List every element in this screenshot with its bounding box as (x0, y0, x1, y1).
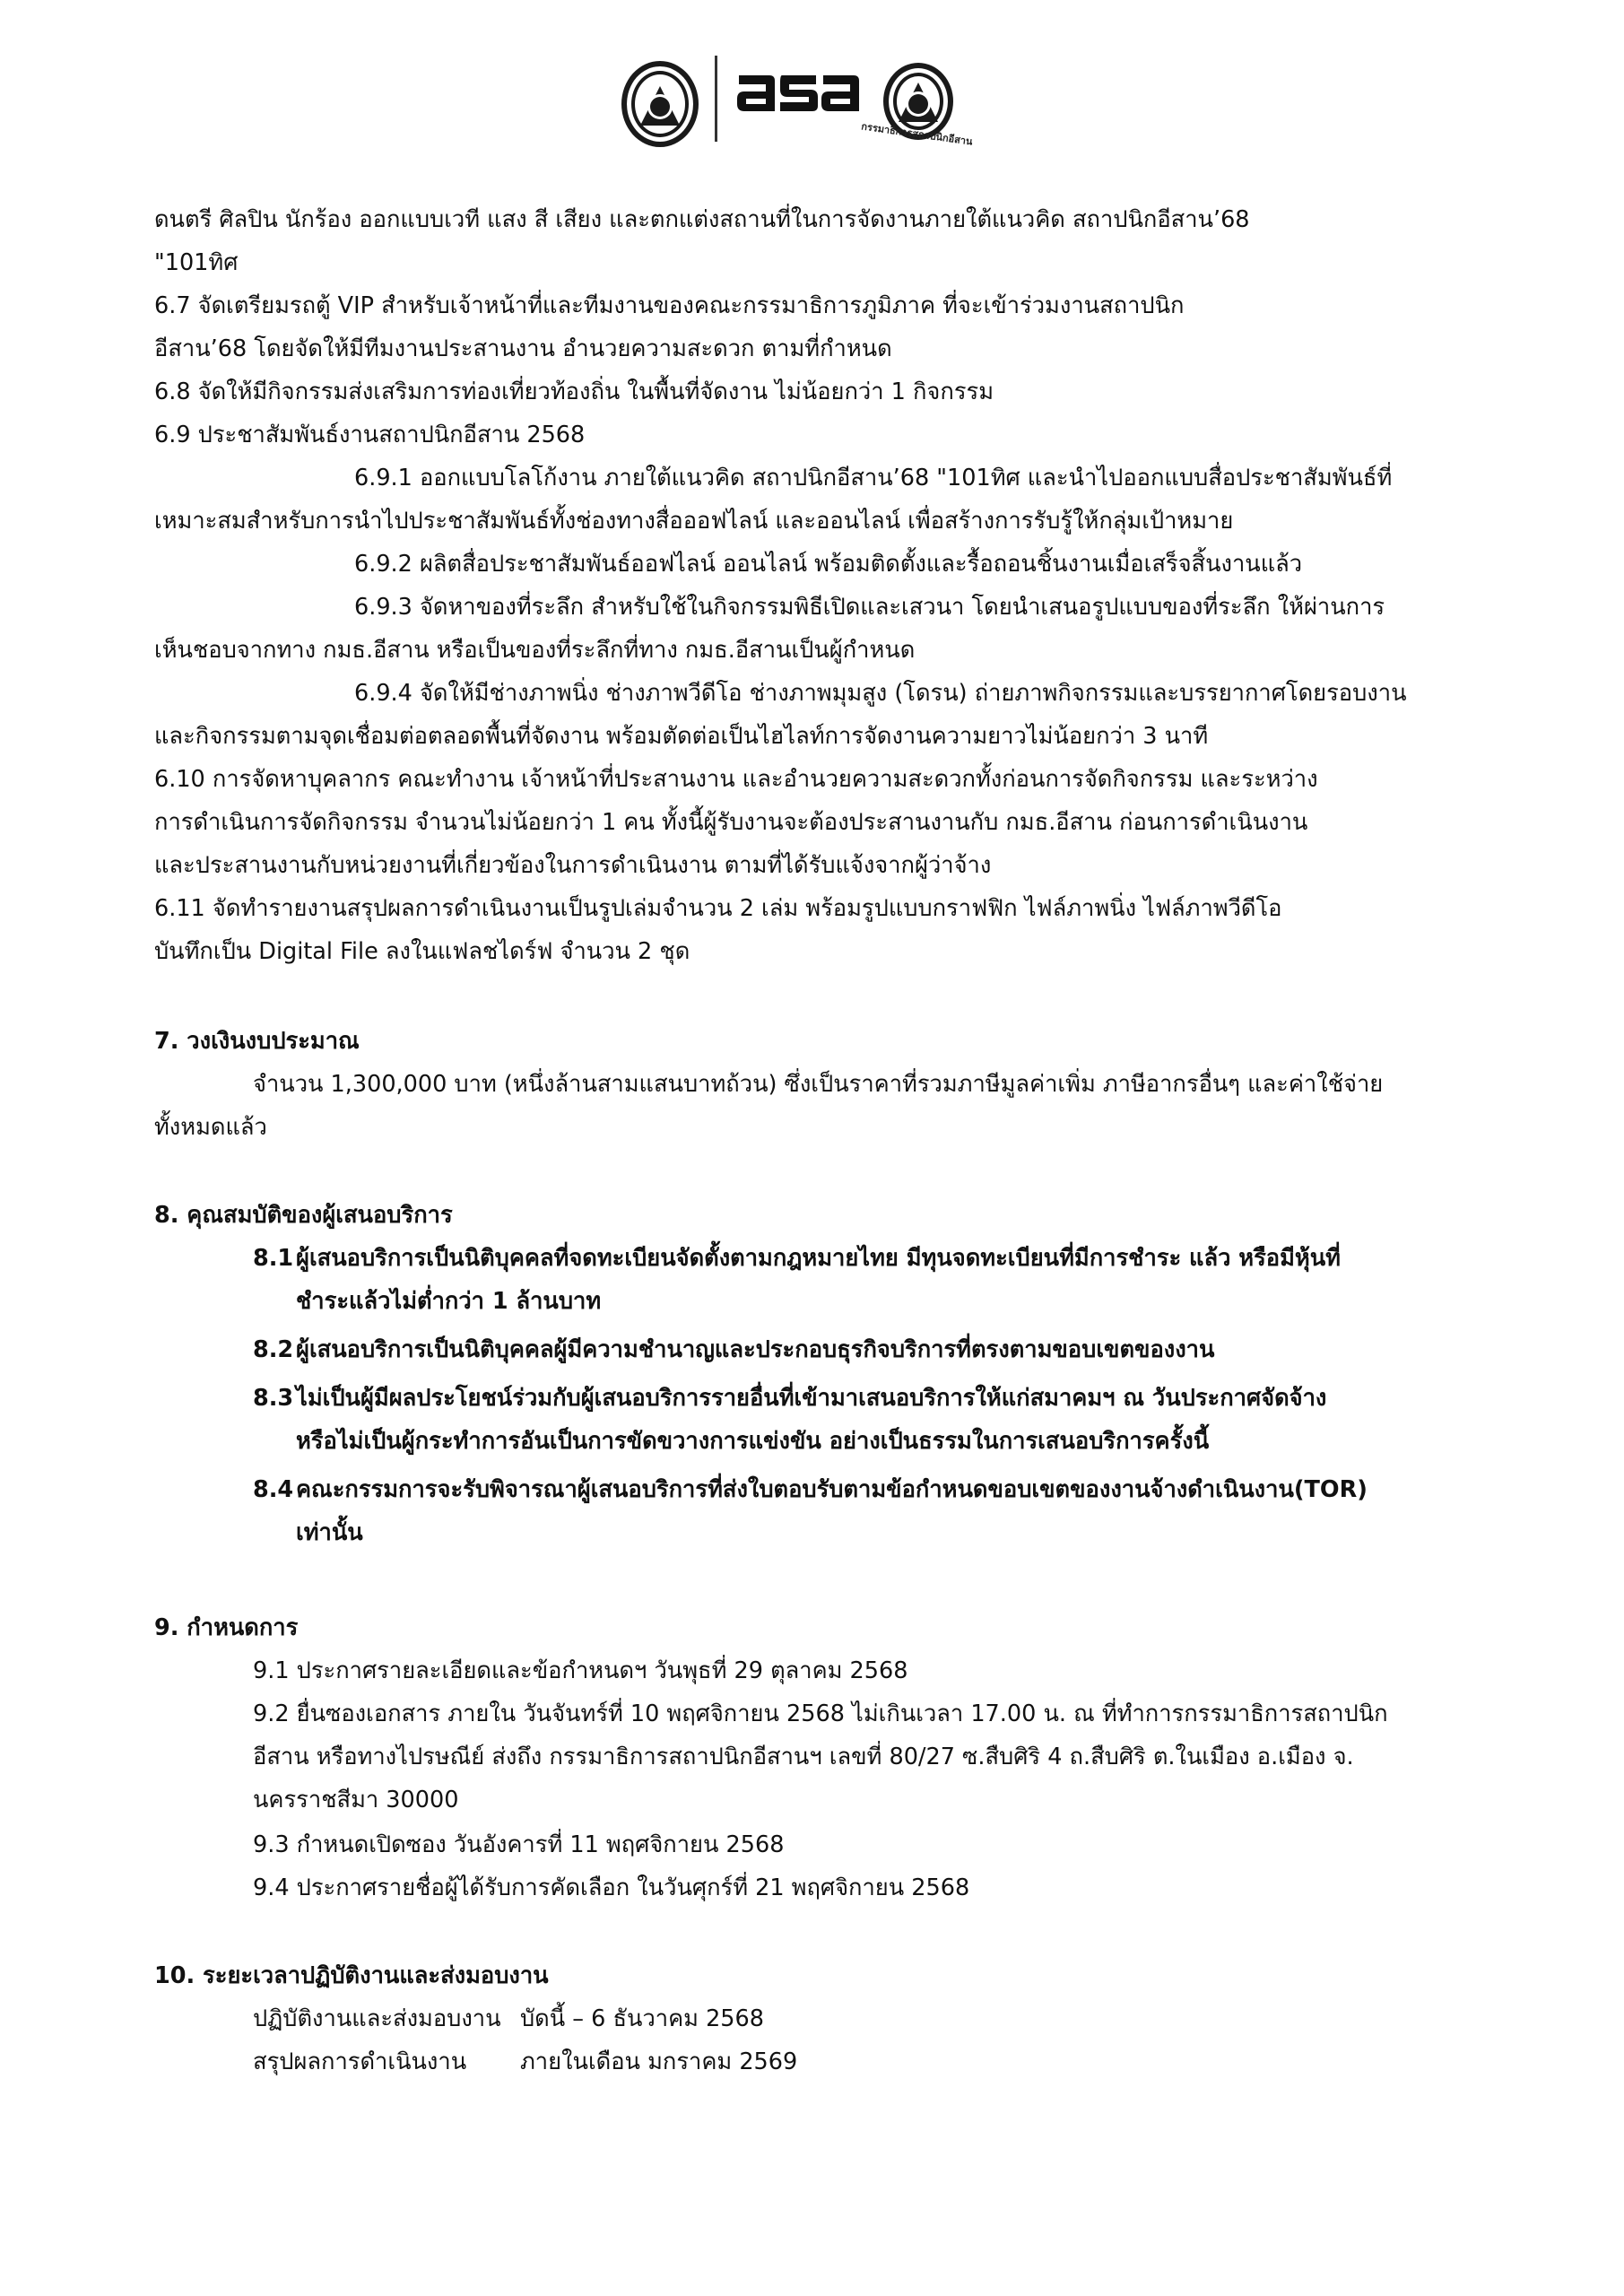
schedule-item-9-2-cont: อีสาน หรือทางไปรษณีย์ ส่งถึง กรรมาธิการสถาปนิกอีสานฯ เลขที่ 80/27 ซ.สืบศิริ 4 ถ.สืบศิริ ต.ในเมือง อ.เมือง จ. (253, 1744, 1354, 1770)
paragraph-line: "101ทิศ (154, 249, 239, 276)
timeline-row (253, 2047, 797, 2077)
schedule-item-9-2: 9.2 ยื่นซองเอกสาร ภายใน วันจันทร์ที่ 10 พฤศจิกายน 2568 ไม่เกินเวลา 17.00 น. ณ ที่ทำการกรรมาธิการสถาปนิก (253, 1700, 1388, 1727)
section-heading-timeline: 10. ระยะเวลาปฏิบัติงานและส่งมอบงาน (154, 1962, 549, 1989)
section-heading-qualifications: 8. คุณสมบัติของผู้เสนอบริการ (154, 1202, 453, 1229)
section-heading-budget: 7. วงเงินงบประมาณ (154, 1028, 360, 1055)
timeline-value: บัดนี้ – 6 ธันวาคม 2568 (520, 2005, 764, 2032)
seal-center (650, 97, 670, 117)
item-text: คณะกรรมการจะรับพิจารณาผู้เสนอบริการที่ส่งใบตอบรับตามข้อกำหนดขอบเขตของงานจ้างดำเนินงาน(TOR) (296, 1476, 1368, 1503)
list-item-6-9-1: 6.9.1 ออกแบบโลโก้งาน ภายใต้แนวคิด สถาปนิกอีสาน’68 "101ทิศ และนำไปออกแบบสื่อประชาสัมพันธ์ที่ (354, 465, 1393, 491)
seal-center (908, 94, 928, 114)
list-item-6-11-cont: บันทึกเป็น Digital File ลงในแฟลชไดร์ฟ จำนวน 2 ชุด (154, 938, 690, 965)
list-item-6-9-2: 6.9.2 ผลิตสื่อประชาสัมพันธ์ออฟไลน์ ออนไลน์ พร้อมติดตั้งและรื้อถอนชิ้นงานเมื่อเสร็จสิ้นงานแล้ว (354, 551, 1303, 578)
list-item-6-9-3: 6.9.3 จัดหาของที่ระลึก สำหรับใช้ในกิจกรรมพิธีเปิดและเสวนา โดยนำเสนอรูปแบบของที่ระลึก ให้ผ่านการ (354, 594, 1385, 621)
list-item-6-10-cont: การดำเนินการจัดกิจกรรม จำนวนไม่น้อยกว่า 1 คน ทั้งนี้ผู้รับงานจะต้องประสานงานกับ กมธ.อีสาน ก่อนการดำเนินงาน (154, 809, 1308, 836)
qualification-item (253, 1474, 1368, 1505)
item-text: ไม่เป็นผู้มีผลประโยชน์ร่วมกับผู้เสนอบริการรายอื่นที่เข้ามาเสนอบริการให้แก่สมาคมฯ ณ วันประกาศจัดจ้าง (296, 1385, 1327, 1412)
list-item-6-9-3-cont: เห็นชอบจากทาง กมธ.อีสาน หรือเป็นของที่ระลึกที่ทาง กมธ.อีสานเป็นผู้กำหนด (154, 637, 916, 664)
seal-caption: กรรมาธิการสถาปนิกอีสาน (860, 120, 974, 148)
schedule-item-9-1: 9.1 ประกาศรายละเอียดและข้อกำหนดฯ วันพุธที่ 29 ตุลาคม 2568 (253, 1657, 908, 1684)
list-item-6-9-4: 6.9.4 จัดให้มีช่างภาพนิ่ง ช่างภาพวีดีโอ ช่างภาพมุมสูง (โดรน) ถ่ายภาพกิจกรรมและบรรยากาศโดยรอบงาน (354, 680, 1407, 707)
qualification-item (253, 1383, 1326, 1413)
item-number: 8.4 (253, 1476, 294, 1503)
timeline-label: สรุปผลการดำเนินงาน (253, 2048, 467, 2075)
item-text: ผู้เสนอบริการเป็นนิติบุคคลที่จดทะเบียนจัดตั้งตามกฎหมายไทย มีทุนจดทะเบียนที่มีการชำระ แล้ว หรือมีหุ้นที่ (296, 1245, 1341, 1272)
budget-text: จำนวน 1,300,000 บาท (หนึ่งล้านสามแสนบาทถ้วน) ซึ่งเป็นราคาที่รวมภาษีมูลค่าเพิ่ม ภาษีอากรอื่นๆ และค่าใช้จ่าย (253, 1071, 1384, 1098)
item-text: ผู้เสนอบริการเป็นนิติบุคคลผู้มีความชำนาญและประกอบธุรกิจบริการที่ตรงตามขอบเขตของงาน (296, 1336, 1215, 1363)
timeline-label: ปฏิบัติงานและส่งมอบงาน (253, 2005, 501, 2032)
letterhead (0, 0, 1624, 170)
qualification-item-cont: ชำระแล้วไม่ต่ำกว่า 1 ล้านบาท (296, 1288, 602, 1315)
budget-text-cont: ทั้งหมดแล้ว (154, 1114, 267, 1141)
list-item-6-7-cont: อีสาน’68 โดยจัดให้มีทีมงานประสานงาน อำนวยความสะดวก ตามที่กำหนด (154, 335, 892, 362)
section-heading-schedule: 9. กำหนดการ (154, 1614, 299, 1641)
asa-seal-logo-left (621, 61, 699, 147)
qualification-item (253, 1243, 1341, 1274)
schedule-item-9-4: 9.4 ประกาศรายชื่อผู้ได้รับการคัดเลือก ในวันศุกร์ที่ 21 พฤศจิกายน 2568 (253, 1874, 970, 1901)
list-item-6-8: 6.8 จัดให้มีกิจกรรมส่งเสริมการท่องเที่ยวท้องถิ่น ในพื้นที่จัดงาน ไม่น้อยกว่า 1 กิจกรรม (154, 378, 994, 405)
list-item-6-7: 6.7 จัดเตรียมรถตู้ VIP สำหรับเจ้าหน้าที่และทีมงานของคณะกรรมาธิการภูมิภาค ที่จะเข้าร่วมงานสถาปนิก (154, 292, 1185, 319)
paragraph-line: ดนตรี ศิลปิน นักร้อง ออกแบบเวที แสง สี เสียง และตกแต่งสถานที่ในการจัดงานภายใต้แนวคิด สถาปนิกอีสาน’68 (154, 206, 1250, 233)
list-item-6-9-1-cont: เหมาะสมสำหรับการนำไปประชาสัมพันธ์ทั้งช่องทางสื่อออฟไลน์ และออนไลน์ เพื่อสร้างการรับรู้ให้กลุ่มเป้าหมาย (154, 508, 1234, 535)
list-item-6-11: 6.11 จัดทำรายงานสรุปผลการดำเนินงานเป็นรูปเล่มจำนวน 2 เล่ม พร้อมรูปแบบกราฟฟิก ไฟล์ภาพนิ่ง ไฟล์ภาพวีดีโอ (154, 895, 1282, 922)
list-item-6-9: 6.9 ประชาสัมพันธ์งานสถาปนิกอีสาน 2568 (154, 422, 586, 448)
logo-divider (715, 56, 717, 142)
timeline-row (253, 2004, 764, 2034)
item-number: 8.1 (253, 1245, 294, 1272)
list-item-6-10: 6.10 การจัดหาบุคลากร คณะทำงาน เจ้าหน้าที่ประสานงาน และอำนวยความสะดวกทั้งก่อนการจัดกิจกรรม และระหว่าง (154, 766, 1318, 793)
qualification-item-cont: หรือไม่เป็นผู้กระทำการอันเป็นการขัดขวางการแข่งขัน อย่างเป็นธรรมในการเสนอบริการครั้งนี้ (296, 1428, 1210, 1455)
list-item-6-10-cont: และประสานงานกับหน่วยงานที่เกี่ยวข้องในการดำเนินงาน ตามที่ได้รับแจ้งจากผู้ว่าจ้าง (154, 852, 992, 879)
schedule-item-9-3: 9.3 กำหนดเปิดซอง วันอังคารที่ 11 พฤศจิกายน 2568 (253, 1831, 785, 1858)
asa-wordmark-logo (735, 70, 861, 117)
timeline-value: ภายในเดือน มกราคม 2569 (520, 2048, 798, 2075)
schedule-item-9-2-cont: นครราชสีมา 30000 (253, 1787, 459, 1813)
item-number: 8.3 (253, 1385, 294, 1412)
qualification-item (253, 1335, 1214, 1365)
qualification-item-cont: เท่านั้น (296, 1519, 363, 1546)
item-number: 8.2 (253, 1336, 294, 1363)
list-item-6-9-4-cont: และกิจกรรมตามจุดเชื่อมต่อตลอดพื้นที่จัดงาน พร้อมตัดต่อเป็นไฮไลท์การจัดงานความยาวไม่น้อยกว่า 3 นาที (154, 723, 1209, 750)
